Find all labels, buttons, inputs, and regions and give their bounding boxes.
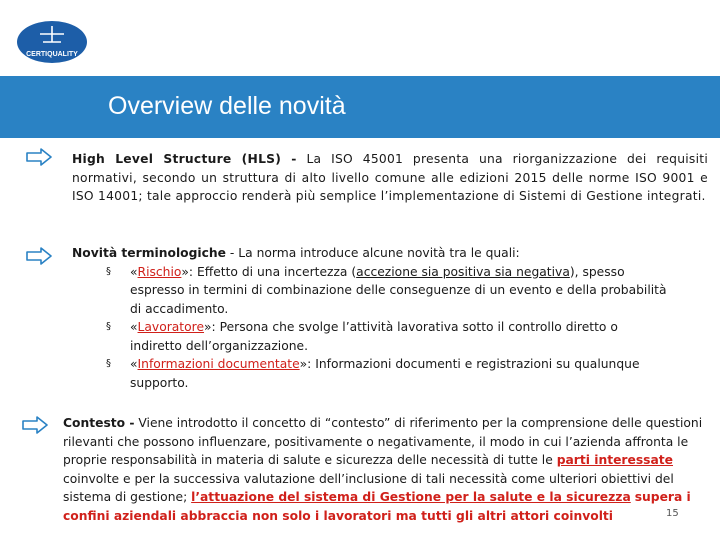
- list-item-text: «: [130, 357, 138, 371]
- section-context-body: Viene introdotto il concetto di “contesto” di riferimento per la comprensione delle questioni rilevanti che possono influenzare, positivamente o negativamente, il modo in cui l’azienda affronta le proprie responsabilità in materia di salute e sicurezza delle necessità di tutte le: [63, 416, 703, 467]
- highlight-attuazione: l’attuazione del sistema di Gestione per la salute e la sicurezza: [191, 490, 631, 504]
- right-arrow-outline-icon: [22, 416, 48, 434]
- list-item-text: «: [130, 320, 138, 334]
- highlight-parti-interessate: parti interessate: [556, 453, 673, 467]
- bullet-icon: §: [106, 321, 111, 332]
- section-hls: [72, 150, 708, 206]
- section-hls-body: La ISO 45001 presenta una riorganizzazione dei requisiti normativi, secondo un struttura di alto livello comune alle edizioni 2015 delle norme ISO 9001 e ISO 14001; tale approccio renderà più semplice l’implementazione di Sistemi di Gestione integrati.: [72, 152, 708, 203]
- section-terminology-label: Novità terminologiche: [72, 246, 227, 260]
- section-hls-label: High Level Structure (HLS) -: [72, 152, 297, 166]
- right-arrow-outline-icon: [26, 148, 52, 166]
- title-bar: [0, 76, 720, 138]
- terminology-list: [72, 263, 672, 393]
- list-item-text: ), spesso espresso in termini di combinazione delle conseguenze di un evento e della probabilità di accadimento.: [130, 264, 667, 316]
- list-item-text: »: Informazioni documenti e registrazioni su qualunque supporto.: [130, 357, 640, 390]
- list-item: [106, 355, 672, 392]
- section-terminology-body: - La norma introduce alcune novità tra le quali:: [226, 246, 520, 260]
- right-arrow-outline-icon: [26, 247, 52, 265]
- bullet-icon: §: [106, 265, 111, 277]
- list-item-text: »: Effetto di una incertezza (: [181, 264, 357, 279]
- section-context-body: coinvolte e per la successiva valutazione dell’inclusione di tali necessità come ulteriori obiettivi del sistema di gestione;: [63, 471, 674, 504]
- section-context-label: Contesto -: [63, 416, 135, 430]
- term-emphasis: accezione sia positiva sia negativa: [356, 264, 570, 279]
- bullet-icon: §: [106, 358, 111, 369]
- section-context: [63, 414, 713, 525]
- page-title: Overview delle novità: [108, 92, 346, 120]
- list-item: [106, 318, 672, 355]
- page-number: 15: [666, 508, 679, 519]
- list-item-text: »: Persona che svolge l’attività lavorativa sotto il controllo diretto o indiretto dell’organizzazione.: [130, 320, 618, 353]
- list-item: [106, 263, 672, 319]
- logo-text: CERTIQUALITY: [26, 51, 78, 58]
- certiquality-logo: [16, 20, 88, 64]
- highlight-supera-confini: supera i confini aziendali abbraccia non solo i lavoratori ma tutti gli altri attori coinvolti: [63, 490, 691, 523]
- list-item-text: «: [130, 264, 138, 279]
- term-lavoratore: Lavoratore: [137, 320, 205, 334]
- term-informazioni-documentate: Informazioni documentate: [137, 357, 300, 371]
- term-rischio: Rischio: [137, 264, 182, 279]
- section-terminology: [72, 244, 672, 392]
